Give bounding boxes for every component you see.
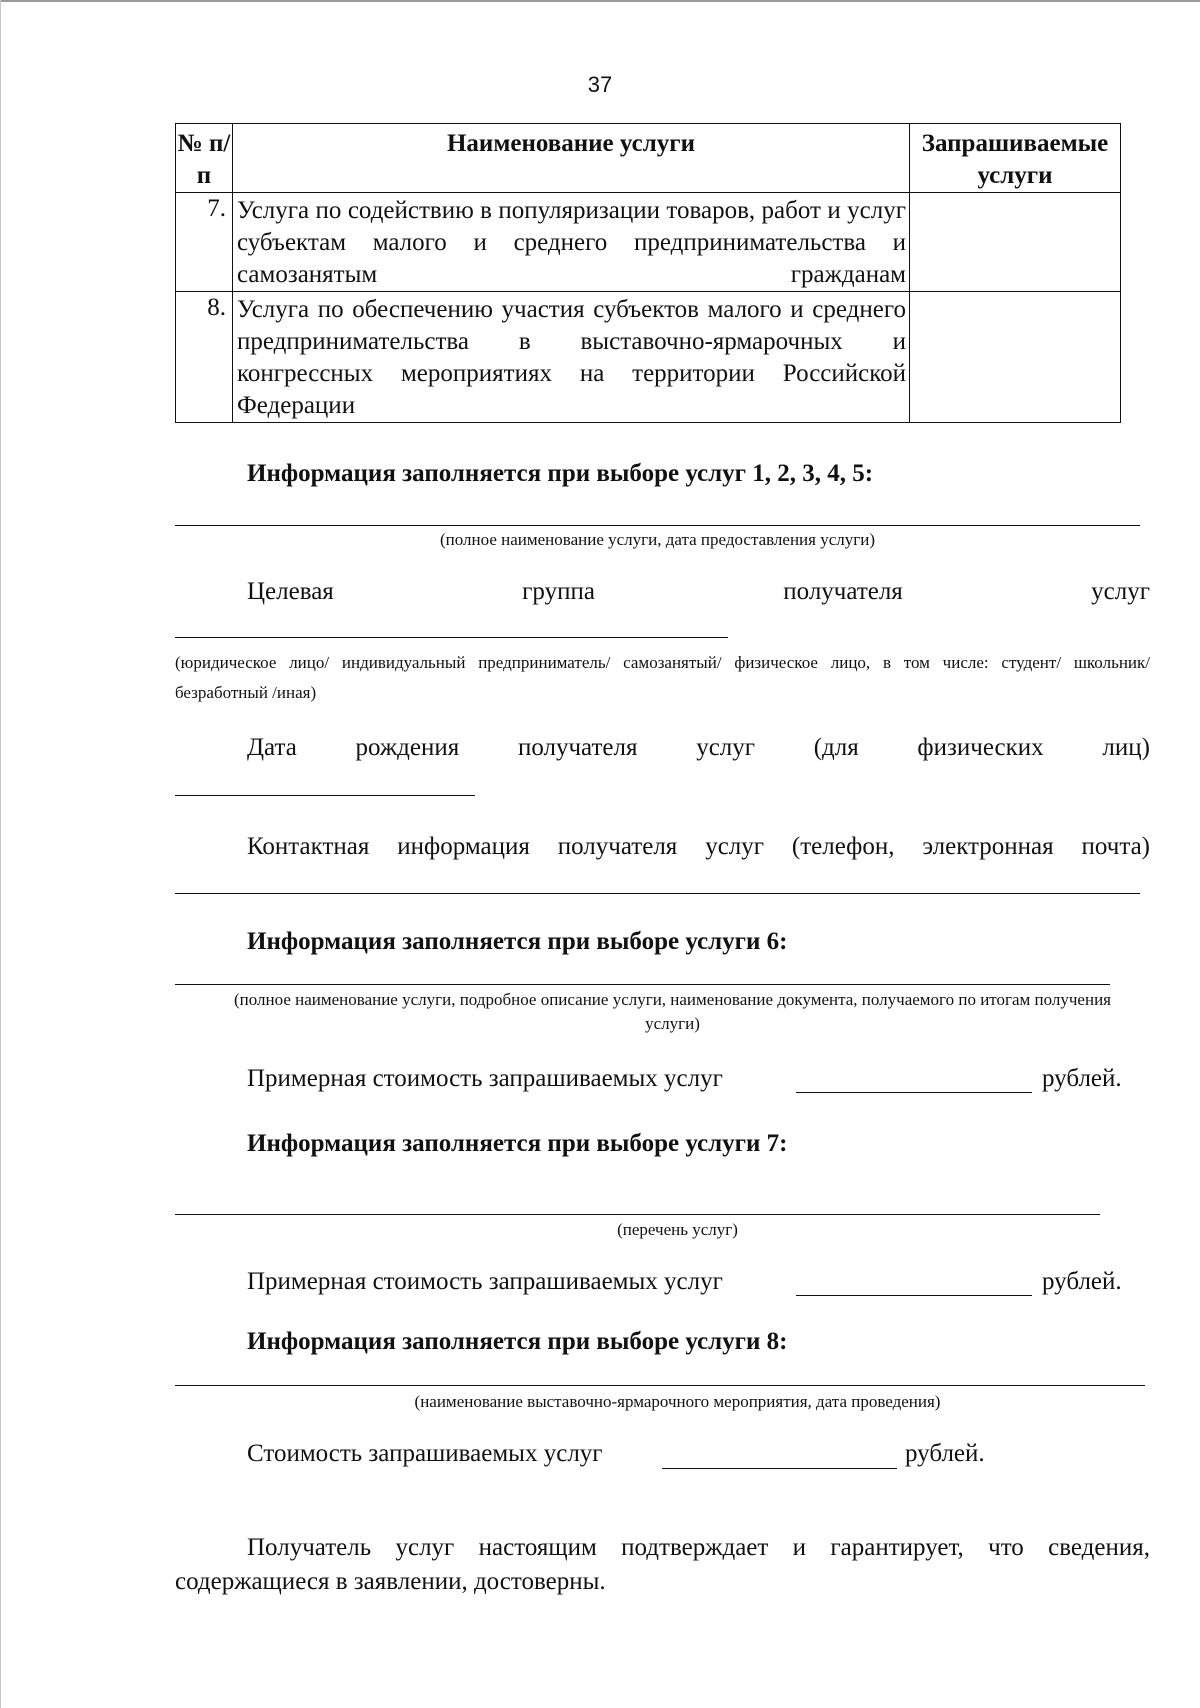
header-name: Наименование услуги xyxy=(233,124,910,193)
row-requested-cell[interactable] xyxy=(910,292,1121,423)
services-table xyxy=(175,123,1121,423)
contact-label: Контактная информация получателя услуг (телефон, электронная почта) xyxy=(247,833,1150,860)
target-group-label: Целевая группа получателя услуг xyxy=(247,578,1150,605)
service-8-caption: (наименование выставочно-ярмарочного мероприятия, дата проведения) xyxy=(414,1392,941,1411)
service-7-cost-field[interactable] xyxy=(796,1295,1032,1296)
birth-date-label: Дата рождения получателя услуг (для физических лиц) xyxy=(247,734,1150,761)
service-name-field[interactable] xyxy=(175,525,1140,526)
service-8-currency: рублей. xyxy=(905,1440,985,1467)
service-6-caption: (полное наименование услуги, подробное описание услуги, наименование документа, получаемого по итогам получения услуги) xyxy=(234,990,1111,1033)
table-row xyxy=(176,292,1121,423)
scan-edge-left xyxy=(0,0,1,1708)
header-num: № п/п xyxy=(176,124,233,193)
scan-edge-top xyxy=(0,0,1200,2)
service-7-list-field[interactable] xyxy=(175,1214,1100,1215)
service-6-cost-field[interactable] xyxy=(796,1092,1032,1093)
service-7-currency: рублей. xyxy=(1042,1268,1122,1295)
service-6-cost-label: Примерная стоимость запрашиваемых услуг xyxy=(247,1065,723,1092)
section-6-heading: Информация заполняется при выборе услуги 6: xyxy=(247,928,788,955)
service-7-cost-label: Примерная стоимость запрашиваемых услуг xyxy=(247,1268,723,1295)
table-header-row xyxy=(176,124,1121,193)
birth-date-field[interactable] xyxy=(175,795,475,796)
service-8-event-field[interactable] xyxy=(175,1385,1145,1386)
service-8-cost-field[interactable] xyxy=(662,1468,897,1469)
service-name-caption: (полное наименование услуги, дата предоставления услуги) xyxy=(440,530,875,549)
row-service-name: Услуга по обеспечению участия субъектов малого и среднего предпринимательства в выставочно-ярмарочных и конгрессных мероприятиях на территории Российской Федерации xyxy=(233,292,910,423)
target-group-field[interactable] xyxy=(175,637,728,638)
section-7-heading: Информация заполняется при выборе услуги 7: xyxy=(247,1130,788,1157)
service-7-caption: (перечень услуг) xyxy=(617,1220,738,1239)
table-row xyxy=(176,193,1121,292)
row-num: 7. xyxy=(176,193,233,292)
service-6-currency: рублей. xyxy=(1042,1065,1122,1092)
page-number: 37 xyxy=(587,72,613,97)
row-service-name: Услуга по содействию в популяризации товаров, работ и услуг субъектам малого и среднего предпринимательства и самозанятым гражданам xyxy=(233,193,910,292)
confirmation-text: Получатель услуг настоящим подтверждает и гарантирует, что сведения, содержащиеся в заявлении, достоверны. xyxy=(175,1534,1150,1595)
target-group-caption: (юридическое лицо/ индивидуальный предприниматель/ самозанятый/ физическое лицо, в том числе: студент/ школьник/ безработный /иная) xyxy=(175,653,1150,702)
service-6-description-field[interactable] xyxy=(175,984,1110,985)
section-8-heading: Информация заполняется при выборе услуги 8: xyxy=(247,1328,788,1355)
row-requested-cell[interactable] xyxy=(910,193,1121,292)
section-1-5-heading: Информация заполняется при выборе услуг 1, 2, 3, 4, 5: xyxy=(247,460,874,487)
header-requested: Запрашиваемые услуги xyxy=(910,124,1121,193)
service-8-cost-label: Стоимость запрашиваемых услуг xyxy=(247,1440,603,1467)
row-num: 8. xyxy=(176,292,233,423)
contact-field[interactable] xyxy=(175,893,1140,894)
